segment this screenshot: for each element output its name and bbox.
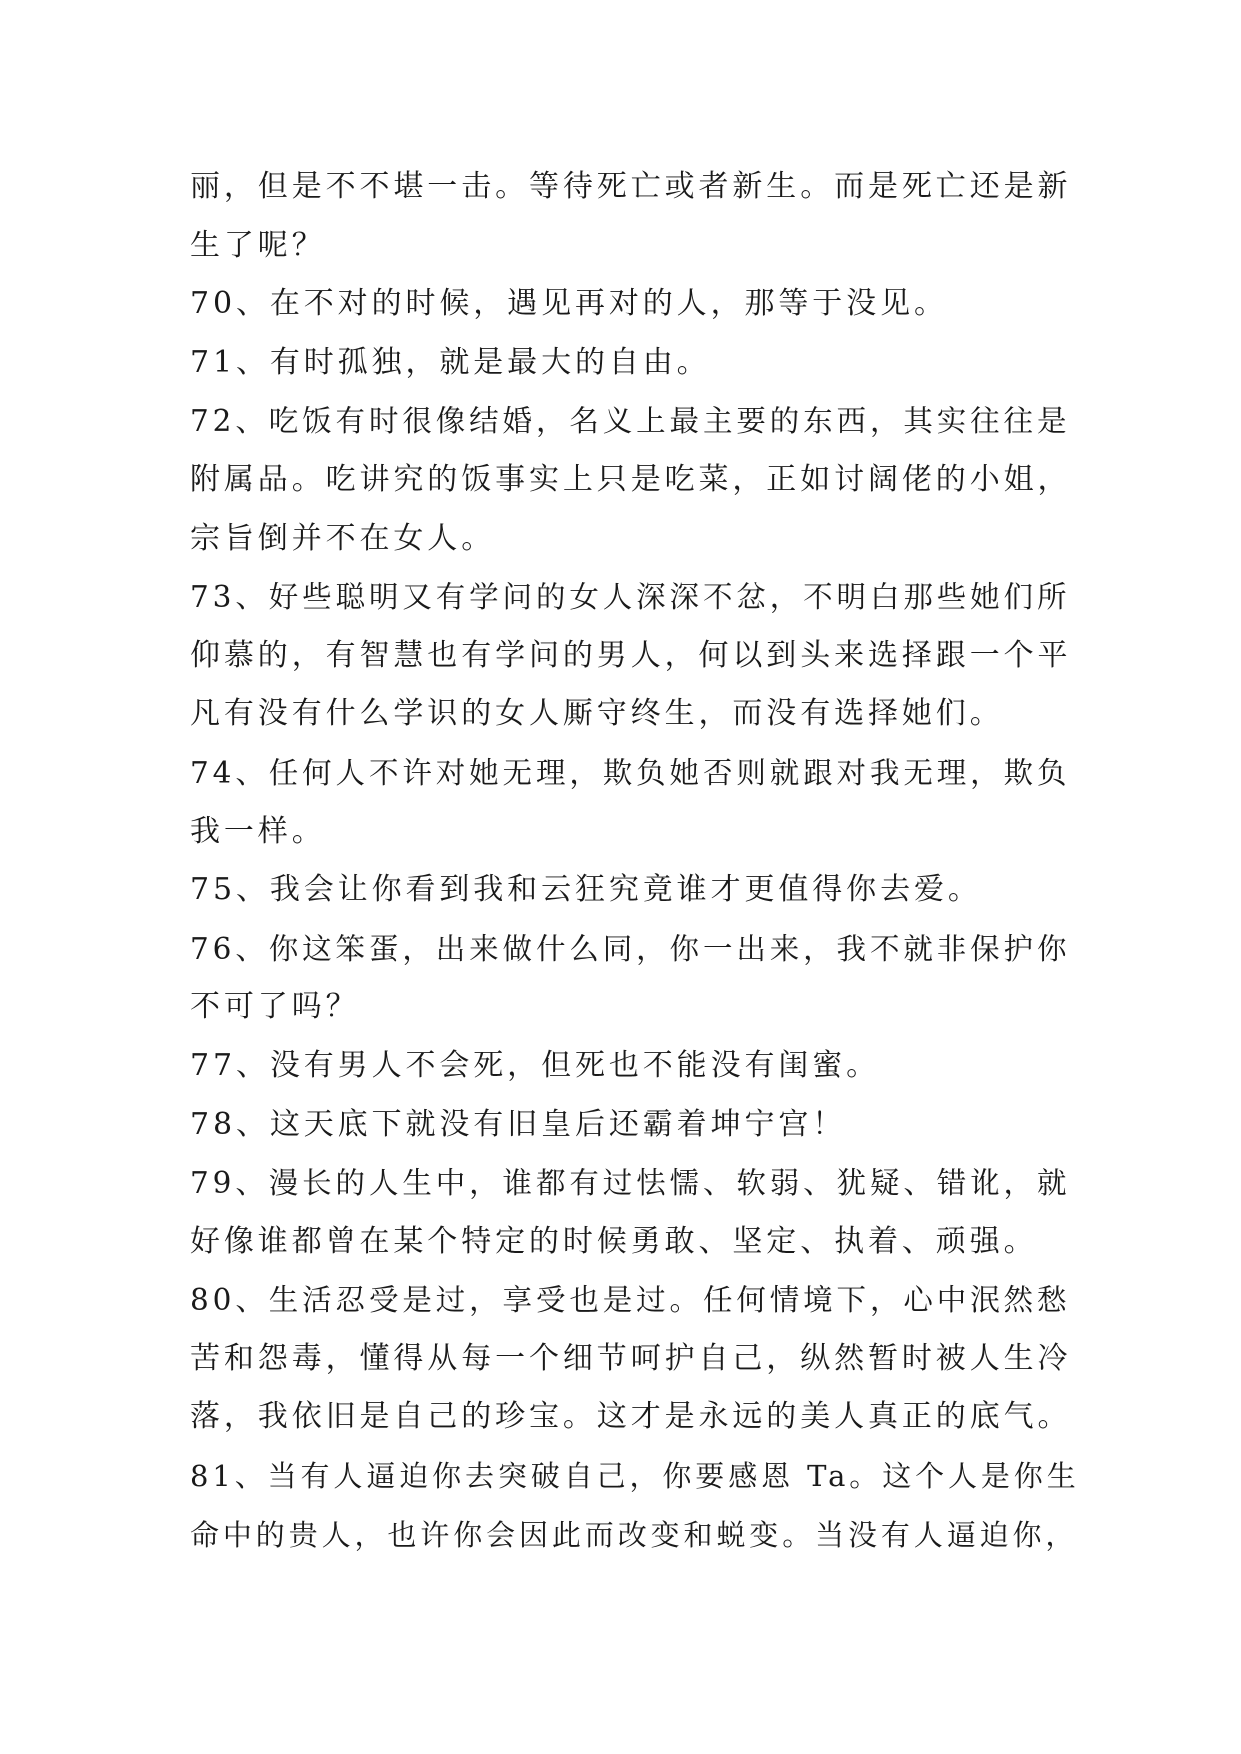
text-line: 好像谁都曾在某个特定的时候勇敢、坚定、执着、顽强。	[190, 1223, 1038, 1259]
text-line: 宗旨倒并不在女人。	[190, 520, 496, 556]
text-line: 75、我会让你看到我和云狂究竟谁才更值得你去爱。	[190, 872, 982, 908]
text-line: 生了呢？	[190, 227, 326, 263]
text-line: 81、当有人逼迫你去突破自己，你要感恩 Ta。这个人是你生	[190, 1459, 1080, 1494]
text-line: 凡有没有什么学识的女人厮守终生，而没有选择她们。	[190, 696, 1004, 732]
body-text	[190, 158, 1080, 1564]
text-line: 不可了吗？	[190, 989, 360, 1025]
text-line: 72、吃饭有时很像结婚，名义上最主要的东西，其实往往是	[190, 404, 1071, 439]
text-line: 73、好些聪明又有学问的女人深深不忿，不明白那些她们所	[190, 580, 1071, 615]
text-line: 命中的贵人，也许你会因此而改变和蜕变。当没有人逼迫你，	[190, 1517, 1079, 1552]
text-line: 80、生活忍受是过，享受也是过。任何情境下，心中泯然愁	[190, 1283, 1071, 1318]
text-line: 仰慕的，有智慧也有学问的男人，何以到头来选择跟一个平	[190, 637, 1072, 673]
text-line: 落，我依旧是自己的珍宝。这才是永远的美人真正的底气。	[190, 1399, 1072, 1435]
text-line: 苦和怨毒，懂得从每一个细节呵护自己，纵然暂时被人生冷	[190, 1340, 1072, 1376]
text-line: 74、任何人不许对她无理，欺负她否则就跟对我无理，欺负	[190, 755, 1071, 790]
text-line: 79、漫长的人生中，谁都有过怯懦、软弱、犹疑、错讹，就	[190, 1166, 1071, 1201]
text-line: 附属品。吃讲究的饭事实上只是吃菜，正如讨阔佬的小姐，	[190, 461, 1072, 497]
text-line: 丽，但是不不堪一击。等待死亡或者新生。而是死亡还是新	[190, 169, 1072, 204]
text-line: 70、在不对的时候，遇见再对的人，那等于没见。	[190, 286, 948, 322]
text-line: 我一样。	[190, 813, 326, 849]
text-line: 71、有时孤独，就是最大的自由。	[190, 344, 711, 380]
text-line: 77、没有男人不会死，但死也不能没有闺蜜。	[190, 1047, 881, 1083]
text-line: 78、这天底下就没有旧皇后还霸着坤宁宫！	[190, 1106, 847, 1142]
text-line: 76、你这笨蛋，出来做什么同，你一出来，我不就非保护你	[190, 931, 1071, 966]
